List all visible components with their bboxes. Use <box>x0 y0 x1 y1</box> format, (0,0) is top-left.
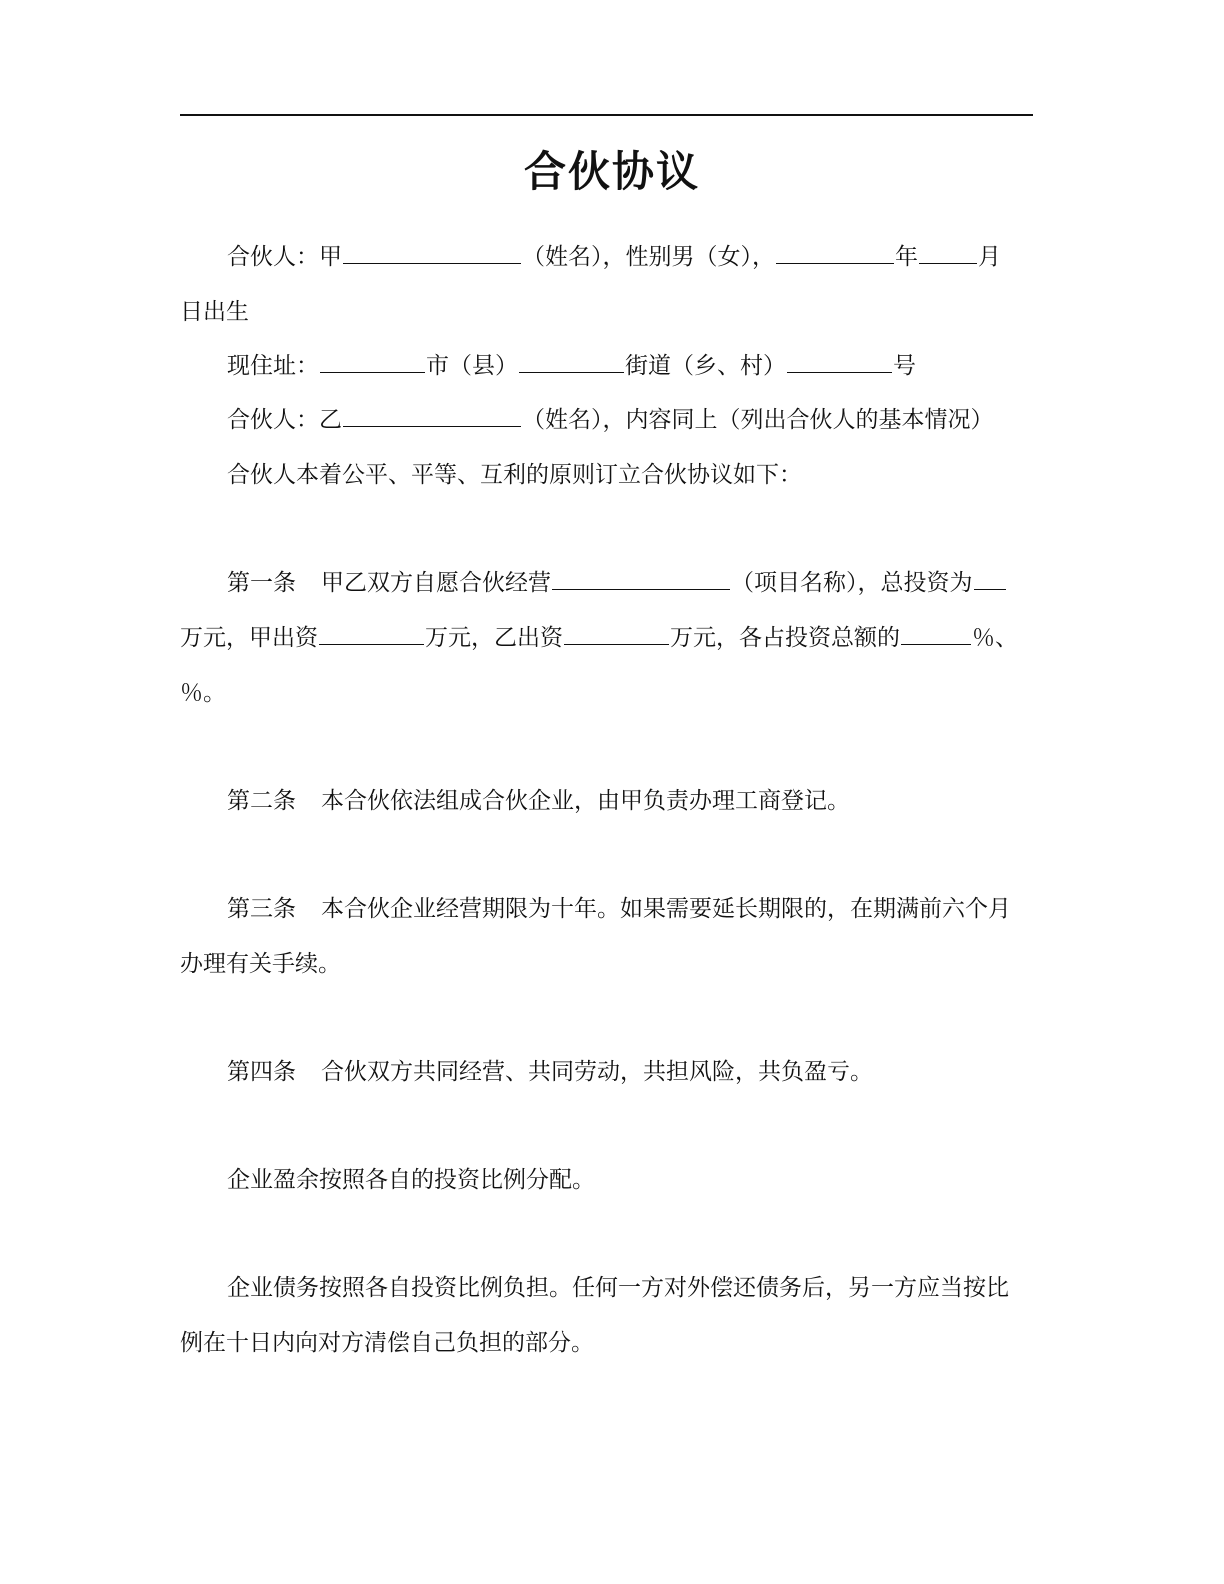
party-b-name-blank[interactable] <box>343 404 521 427</box>
preamble: 合伙人本着公平、平等、互利的原则订立合伙协议如下： <box>227 462 802 488</box>
party-a-label: 合伙人：甲 <box>227 244 342 270</box>
party-a-name-hint: （姓名），性别男（女）， <box>522 244 775 270</box>
address-city-label: 市（县） <box>426 353 518 379</box>
party-a-born: 日出生 <box>180 299 249 325</box>
party-b-rest: （姓名），内容同上（列出合伙人的基本情况） <box>522 407 994 433</box>
address-line <box>180 349 1087 383</box>
article1-part2: （项目名称），总投资为 <box>731 570 973 596</box>
month-label: 月 <box>978 244 1001 270</box>
party-b-investment-blank[interactable] <box>564 622 669 645</box>
party-a-name-blank[interactable] <box>343 241 521 264</box>
header-rule <box>180 114 1033 116</box>
address-street-label: 街道（乡、村） <box>625 353 786 379</box>
year-label: 年 <box>895 244 918 270</box>
debt-clause-line2: 例在十日内向对方清偿自己负担的部分。 <box>180 1330 594 1356</box>
address-number-label: 号 <box>893 353 916 379</box>
article1-line2 <box>180 621 1040 655</box>
birth-month-blank[interactable] <box>919 241 977 264</box>
total-investment-blank[interactable] <box>974 567 1006 590</box>
article3-line1 <box>180 892 1087 926</box>
article1-part7: ％。 <box>180 680 226 706</box>
address-street-blank[interactable] <box>519 350 624 373</box>
party-a-share-blank[interactable] <box>901 622 971 645</box>
article1-head: 第一条 <box>227 570 296 596</box>
article3-line2: 办理有关手续。 <box>180 951 341 977</box>
article3-head: 第三条 <box>227 896 296 922</box>
article2-head: 第二条 <box>227 788 296 814</box>
debt-clause-line1: 企业债务按照各自投资比例负担。任何一方对外偿还债务后，另一方应当按比 <box>227 1275 1009 1301</box>
document-title: 合伙协议 <box>523 147 700 196</box>
article3-text: 本合伙企业经营期限为十年。如果需要延长期限的，在期满前六个月 <box>321 896 1011 922</box>
article2 <box>180 784 1087 818</box>
article1-part4: 万元，乙出资 <box>425 625 563 651</box>
article2-text: 本合伙依法组成合伙企业，由甲负责办理工商登记。 <box>321 788 850 814</box>
article1-part1: 甲乙双方自愿合伙经营 <box>321 570 551 596</box>
party-b-line <box>180 403 1087 437</box>
birth-year-blank[interactable] <box>776 241 894 264</box>
article4-text: 合伙双方共同经营、共同劳动，共担风险，共负盈亏。 <box>321 1059 873 1085</box>
article1-part3: 万元，甲出资 <box>180 625 318 651</box>
party-a-investment-blank[interactable] <box>319 622 424 645</box>
profit-clause: 企业盈余按照各自的投资比例分配。 <box>227 1167 595 1193</box>
party-a-line <box>180 240 1087 274</box>
article4 <box>180 1055 1087 1089</box>
address-number-blank[interactable] <box>787 350 892 373</box>
article4-head: 第四条 <box>227 1059 296 1085</box>
article1-part6: ％、 <box>972 625 1018 651</box>
article1-line1 <box>180 566 1087 600</box>
address-city-blank[interactable] <box>320 350 425 373</box>
project-name-blank[interactable] <box>552 567 730 590</box>
address-label: 现住址： <box>227 353 319 379</box>
article1-part5: 万元，各占投资总额的 <box>670 625 900 651</box>
party-b-label: 合伙人：乙 <box>227 407 342 433</box>
